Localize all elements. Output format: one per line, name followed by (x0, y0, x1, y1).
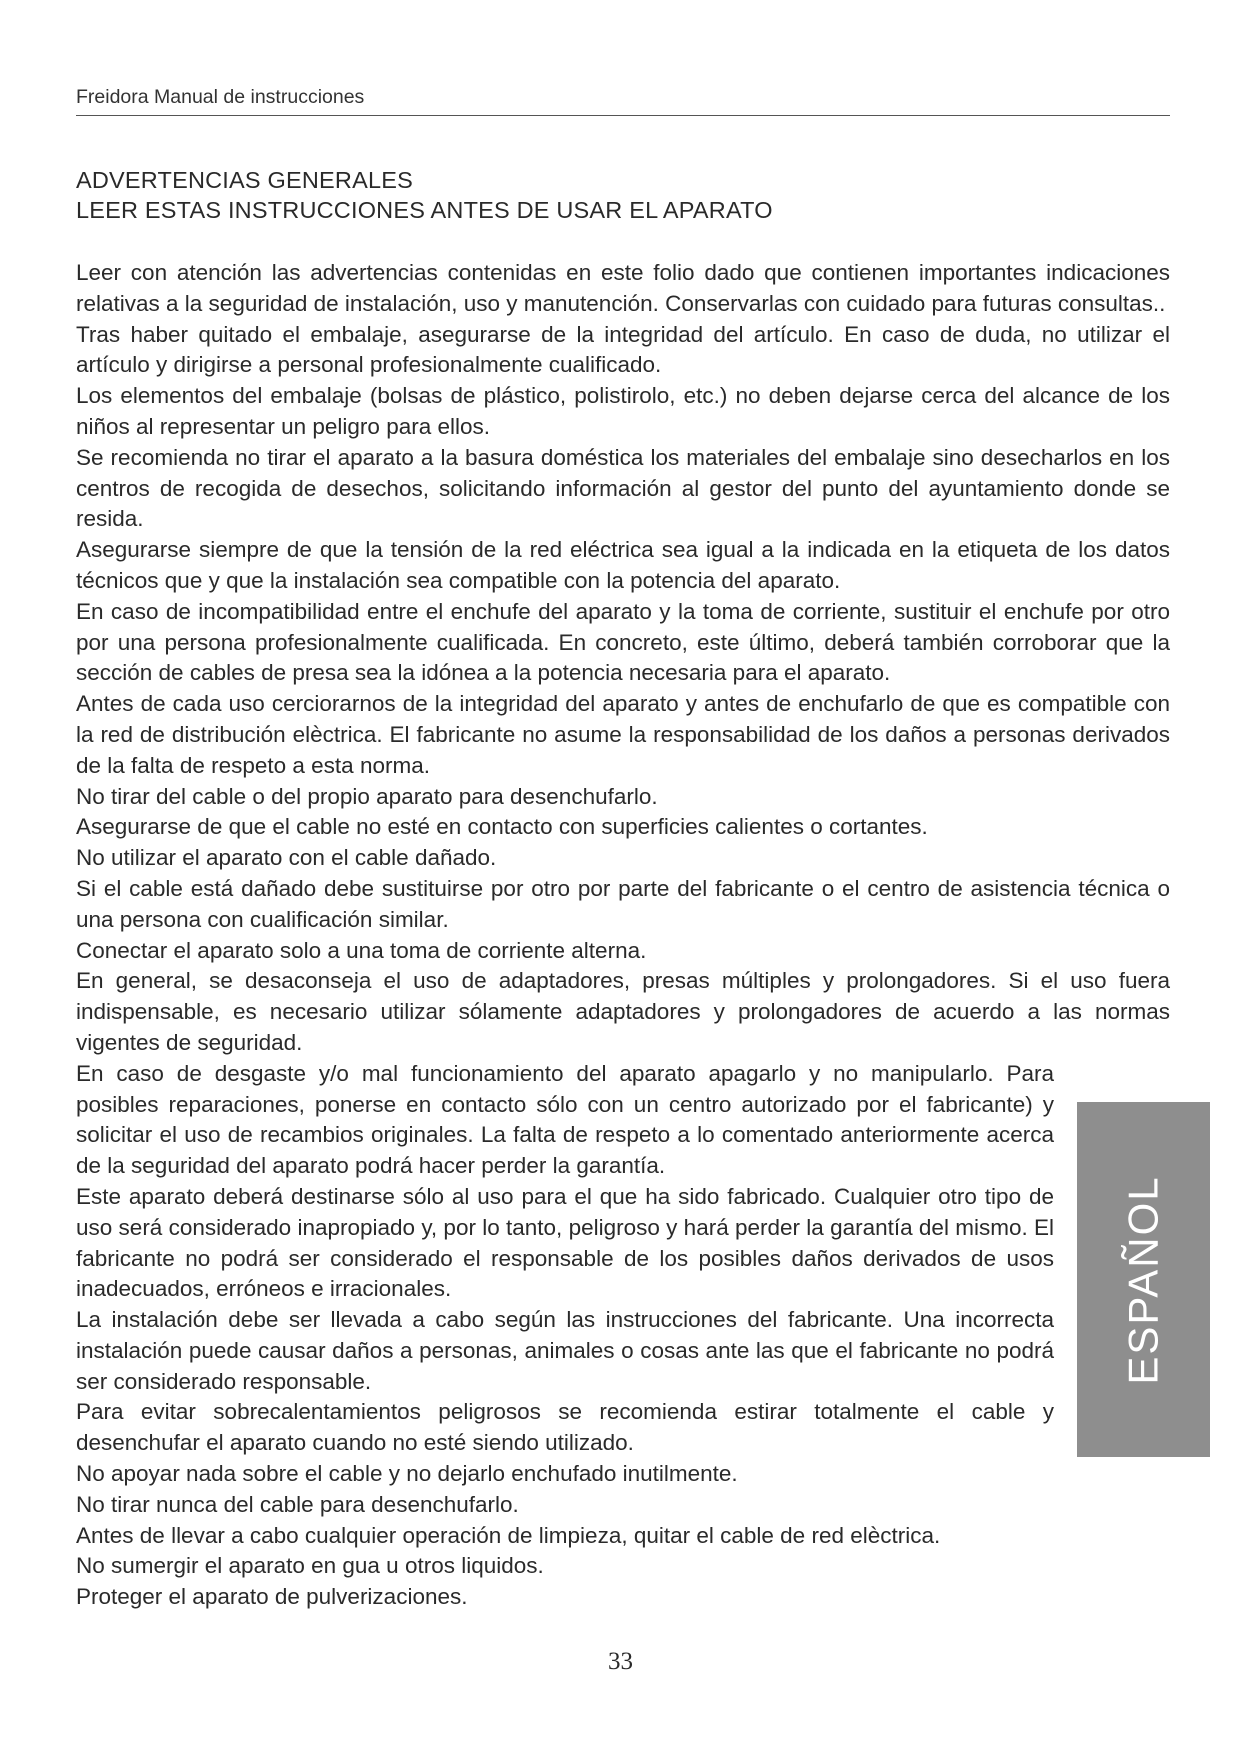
section-title (76, 165, 1170, 225)
paragraph: No sumergir el aparato en gua u otros liquidos. (76, 1553, 544, 1579)
paragraph: No tirar del cable o del propio aparato para desenchufarlo. (76, 783, 658, 809)
paragraph: No apoyar nada sobre el cable y no dejarlo enchufado inutilmente. (76, 1461, 738, 1487)
paragraph: Leer con atención las advertencias contenidas en este folio dado que contienen importantes indicaciones relativas a la seguridad de instalación, uso y manutención. Conservarlas con cuidado para futuras consultas.. (76, 260, 1170, 316)
paragraph: Antes de cada uso cerciorarnos de la integridad del aparato y antes de enchufarlo de que es compatible con la red de distribución elèctrica. El fabricante no asume la responsabilidad de los daños a personas derivados de la falta de respeto a esta norma. (76, 691, 1170, 778)
paragraph: Si el cable está dañado debe sustituirse por otro por parte del fabricante o el centro de asistencia técnica o una persona con cualificación similar. (76, 875, 1170, 932)
paragraph: Proteger el aparato de pulverizaciones. (76, 1584, 468, 1610)
paragraph: No tirar nunca del cable para desenchufarlo. (76, 1491, 519, 1517)
page-number: 33 (608, 1648, 633, 1675)
paragraph: Antes de llevar a cabo cualquier operación de limpieza, quitar el cable de red elèctrica. (76, 1522, 941, 1548)
paragraph: Se recomienda no tirar el aparato a la basura doméstica los materiales del embalaje sino desecharlos en los centros de recogida de desechos, solicitando información al gestor del punto del ayuntamiento donde se resida. (76, 444, 1170, 532)
paragraph: En caso de desgaste y/o mal funcionamiento del aparato apagarlo y no manipularlo. Para posibles reparaciones, ponerse en contacto sólo con un centro autorizado por el fabricante) y solicitar el uso de recambios originales. La falta de respeto a lo comentado anteriormente acerca de la seguridad del aparato podrá hacer perder la garantía. (76, 1060, 1054, 1179)
paragraph: Asegurarse de que el cable no esté en contacto con superficies calientes o cortantes. (76, 814, 928, 840)
paragraph: La instalación debe ser llevada a cabo según las instrucciones del fabricante. Una incorrecta instalación puede causar daños a personas, animales o cosas ante las que el fabricante no podrá ser considerado responsable. (76, 1307, 1054, 1394)
section-title-line-1: ADVERTENCIAS GENERALES (76, 167, 413, 193)
paragraph: En caso de incompatibilidad entre el enchufe del aparato y la toma de corriente, sustituir el enchufe por otro por una persona profesionalmente cualificada. En concreto, este último, deberá también corroborar que la sección de cables de presa sea la idónea a la potencia necesaria para el aparato. (76, 598, 1170, 686)
language-side-tab (1077, 1102, 1210, 1457)
paragraph: Tras haber quitado el embalaje, asegurarse de la integridad del artículo. En caso de duda, no utilizar el artículo y dirigirse a personal profesionalmente cualificado. (76, 321, 1170, 378)
paragraph: Asegurarse siempre de que la tensión de la red eléctrica sea igual a la indicada en la etiqueta de los datos técnicos que y que la instalación sea compatible con la potencia del aparato. (76, 537, 1170, 593)
warnings-body (76, 258, 1170, 1613)
paragraph: Conectar el aparato solo a una toma de corriente alterna. (76, 937, 647, 963)
paragraph: Para evitar sobrecalentamientos peligrosos se recomienda estirar totalmente el cable y desenchufar el aparato cuando no esté siendo utilizado. (76, 1399, 1054, 1456)
paragraph: Los elementos del embalaje (bolsas de plástico, polistirolo, etc.) no deben dejarse cerca del alcance de los niños al representar un peligro para ellos. (76, 383, 1170, 439)
paragraph: No utilizar el aparato con el cable dañado. (76, 845, 497, 871)
paragraph: Este aparato deberá destinarse sólo al uso para el que ha sido fabricado. Cualquier otro tipo de uso será considerado inapropiado y, por lo tanto, peligroso y hará perder la garantía del mismo. El fabricante no podrá ser considerado el responsable de los posibles daños derivados de usos inadecuados, erróneos e irracionales. (76, 1183, 1054, 1302)
language-tab-label: ESPAÑOL (1119, 1174, 1167, 1385)
paragraph: En general, se desaconseja el uso de adaptadores, presas múltiples y prolongadores. Si el uso fuera indispensable, es necesario utilizar sólamente adaptadores y prolongadores de acuerdo a las normas vigentes de seguridad. (76, 968, 1170, 1055)
running-header: Freidora Manual de instrucciones (76, 86, 1170, 116)
section-title-line-2: LEER ESTAS INSTRUCCIONES ANTES DE USAR EL APARATO (76, 197, 773, 223)
